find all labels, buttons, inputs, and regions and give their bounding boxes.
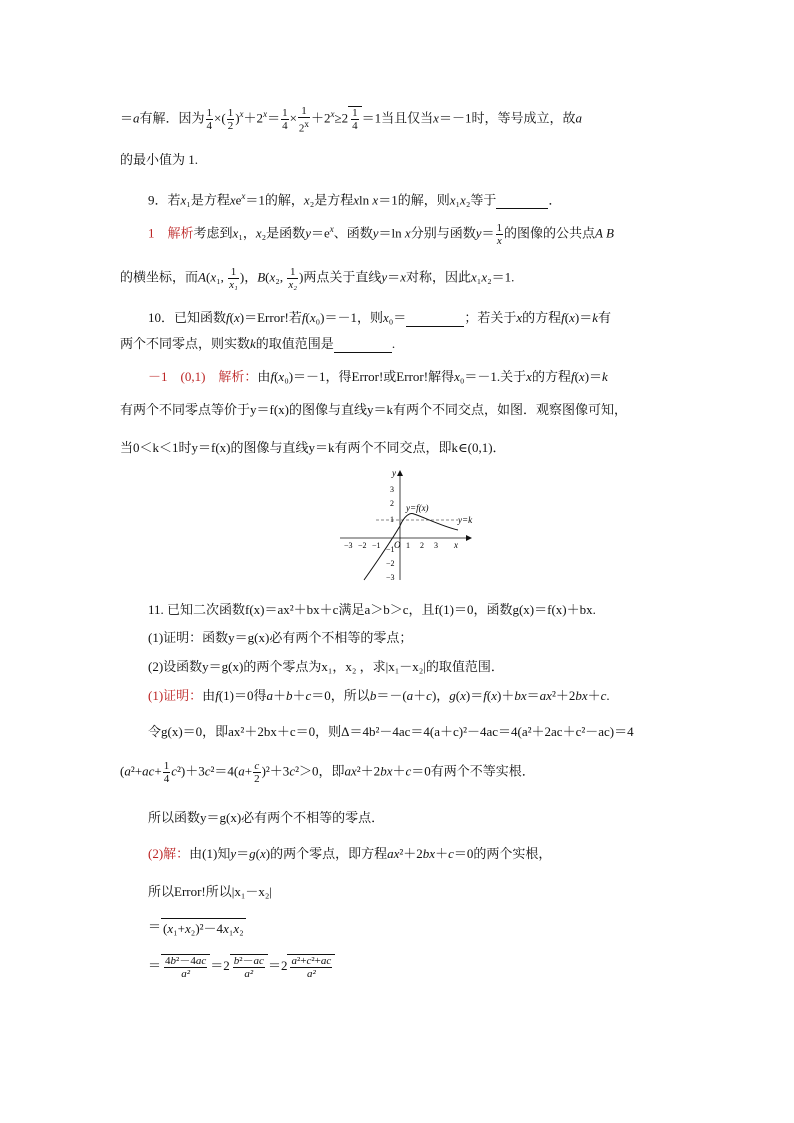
- solution-line-3: ＝ (x₁+x₂)²－4x₁x₂: [148, 917, 676, 939]
- y-tick-labels: [386, 485, 395, 582]
- proof-line-1: (1)证明：由f(1)＝0得a＋b＋c＝0，所以b＝－(a＋c)，g(x)＝f(x)＋bx＝ax²＋2bx＋c.: [148, 688, 610, 703]
- x-tick-label: 2: [420, 541, 424, 550]
- x-tick-label: 3: [434, 541, 438, 550]
- answer-10-line-3: 当0＜k＜1时y＝f(x)的图像与直线y＝k有两个不同交点，即k∈(0,1)．: [120, 440, 506, 455]
- question-10-line-2: 两个不同零点，则实数k的取值范围是 .: [120, 336, 396, 351]
- x-axis-label: x: [454, 540, 458, 550]
- question-11: 11. 已知二次函数f(x)＝ax²＋bx＋c满足a＞b＞c，且f(1)＝0，函数g(x)＝f(x)＋bx.: [148, 602, 596, 617]
- proof-line-4: 所以函数y＝g(x)必有两个不相等的零点．: [148, 810, 385, 825]
- answer-9-line-2: 的横坐标，而A(x₁, $\frac{1}{\text{x₁}}$ )，B(x₂, $\frac{1}{\text{x₂}}$ )两点关于直线y＝x对称，因此x₁x₂＝1.: [120, 266, 515, 291]
- y-axis-label: y: [392, 468, 396, 478]
- x-tick-label: −3: [344, 541, 353, 550]
- x-axis-arrow: [466, 535, 472, 541]
- answer-9-line-1: 1 解析考虑到x₁，x₂是函数$y=e^x$、函数y＝ln x分别与函数y＝ $\frac{1}{x}$ 的图像的公共点A B: [148, 221, 614, 247]
- x-tick-label: −1: [372, 541, 381, 550]
- y-tick-label: 2: [390, 499, 394, 508]
- x-tick-label: −2: [358, 541, 367, 550]
- text-line-1: ＝a有解．因为 $\frac{1}{4}$ ×( $\frac{1}{2}$ )$^x+2^x=$ $\frac{1}{4}$ × $\frac{1}{2^x}$ $+2^x\ge 2$ $\frac{1}{4}$ ＝1当且仅当x＝－1时，等号成立，故a: [120, 104, 582, 135]
- text-line-2: 的最小值为 1.: [120, 152, 199, 167]
- question-9: 9．若x₁是方程$xe^x=1$的解，x₂是方程xln x＝1的解，则x₁x₂等于 ．: [148, 191, 562, 208]
- answer-10-line-1: －1 (0,1) 解析：由f(x₀)＝－1，得Error!或Error!解得x₀＝－1.关于x的方程f(x)＝k: [148, 369, 608, 384]
- question-11-part-1: (1)证明：函数y＝g(x)必有两个不相等的零点；: [148, 630, 413, 645]
- solution-line-4: ＝ $\frac{\text{4b²－4ac}}{\text{a²}}$ ＝2 $\frac{\text{b²－ac}}{\text{a²}}$ ＝2 $\frac{\text{a²+c²+ac}}{\text{a²}}$: [148, 954, 676, 980]
- question-11-part-2: (2)设函数y＝g(x)的两个零点为x₁，x₂ ，求|x₁－x₂|的取值范围．: [148, 659, 504, 674]
- origin-label: O: [394, 540, 401, 550]
- curve-left: [364, 526, 400, 580]
- line-label: y=k: [458, 515, 473, 525]
- curve-label: y=f(x): [406, 503, 429, 513]
- solution-line-1: (2)解：由(1)知y＝g(x)的两个零点，即方程ax²＋2bx＋c＝0的两个实根，: [148, 846, 552, 861]
- y-tick-label: 1: [390, 515, 394, 524]
- answer-10-line-2: 有两个不同零点等价于y＝f(x)的图像与直线y＝k有两个不同交点，如图．观察图像可知，: [120, 402, 627, 417]
- x-tick-label: 1: [406, 541, 410, 550]
- y-tick-label: −1: [386, 545, 395, 554]
- y-tick-label: −3: [386, 573, 395, 582]
- y-tick-label: −2: [386, 559, 395, 568]
- y-axis-arrow: [397, 470, 403, 476]
- function-graph: [336, 468, 482, 586]
- proof-line-2: 令g(x)＝0，即ax²＋2bx＋c＝0，则Δ＝4b²－4ac＝4(a＋c)²－4ac＝4(a²＋2ac＋c²－ac)＝4: [148, 724, 634, 739]
- question-10-line-1: 10．已知函数f(x)＝Error!若f(x₀)＝－1，则x₀＝ ；若关于x的方程f(x)＝k有: [148, 310, 612, 325]
- solution-line-2: 所以Error!所以|x₁－x₂|: [148, 884, 273, 899]
- y-tick-label: 3: [390, 485, 394, 494]
- curve-right: [400, 514, 458, 531]
- proof-line-3: (a²+ac+ $\frac{1}{4}$ c²)＋3c²＝4(a+ $\frac{c}{2}$ )²＋3c²＞0，即ax²＋2bx＋c＝0有两个不等实根．: [120, 760, 535, 785]
